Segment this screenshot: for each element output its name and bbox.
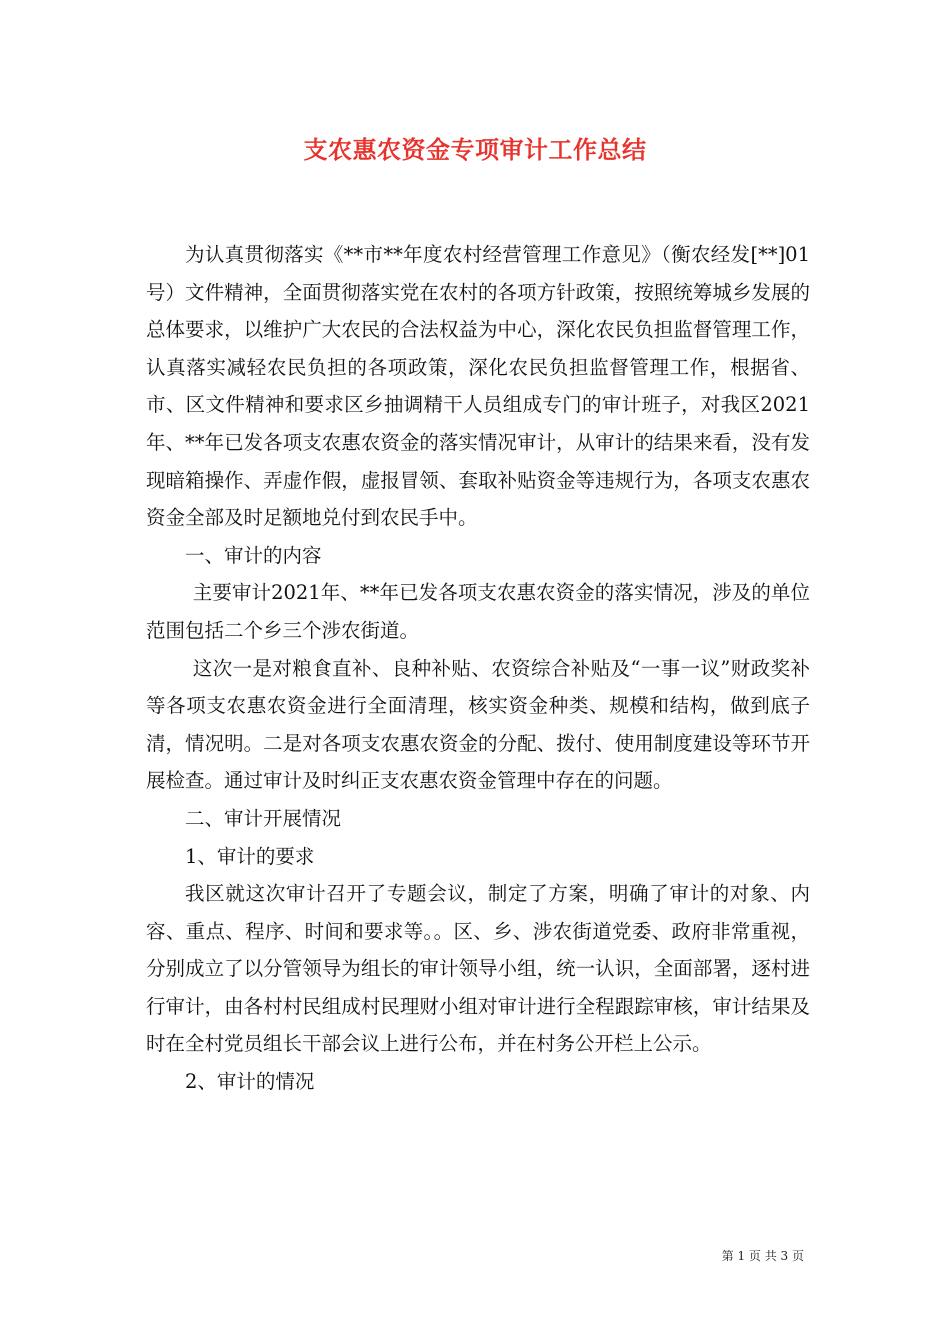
paragraph-audit-details: 这次一是对粮食直补、良种补贴、农资综合补贴及“一事一议”财政奖补等各项支农惠农资金进行全面清理，核实资金种类、规模和结构，做到底子清，情况明。二是对各项支农惠农资金的分配、拨付、使用制度建设等环节开展检查。通过审计及时纠正支农惠农资金管理中存在的问题。 (146, 656, 810, 793)
paragraph-audit-requirements: 我区就这次审计召开了专题会议，制定了方案，明确了审计的对象、内容、重点、程序、时间和要求等。。区、乡、涉农街道党委、政府非常重视，分别成立了以分管领导为组长的审计领导小组，统一认识，全面部署，逐村进行审计，由各村村民组成村民理财小组对审计进行全程跟踪审核，审计结果及时在全村党员组长干部会议上进行公布，并在村务公开栏上公示。 (146, 882, 810, 1056)
heading-audit-content: 一、审计的内容 (185, 543, 322, 567)
paragraph-intro: 为认真贯彻落实《**市**年度农村经营管理工作意见》（衡农经发[**]01号）文件精神，全面贯彻落实党在农村的各项方针政策，按照统筹城乡发展的总体要求，以维护广大农民的合法权益为中心，深化农民负担监督管理工作，认真落实减轻农民负担的各项政策，深化农民负担监督管理工作，根据省、市、区文件精神和要求区乡抽调精干人员组成专门的审计班子，对我区2021年、**年已发各项支农惠农资金的落实情况审计，从审计的结果来看，没有发现暗箱操作、弄虚作假，虚报冒领、套取补贴资金等违规行为，各项支农惠农资金全部及时足额地兑付到农民手中。 (146, 243, 810, 530)
paragraph-audit-scope: 主要审计2021年、**年已发各项支农惠农资金的落实情况，涉及的单位范围包括二个乡三个涉农街道。 (146, 581, 810, 642)
subheading-audit-requirements: 1、审计的要求 (185, 844, 315, 868)
subheading-audit-situation: 2、审计的情况 (185, 1070, 315, 1094)
heading-audit-progress: 二、审计开展情况 (185, 806, 342, 830)
document-title: 支农惠农资金专项审计工作总结 (303, 135, 647, 164)
document-body (146, 236, 810, 1101)
page-number: 第 1 页 共 3 页 (721, 1249, 804, 1263)
